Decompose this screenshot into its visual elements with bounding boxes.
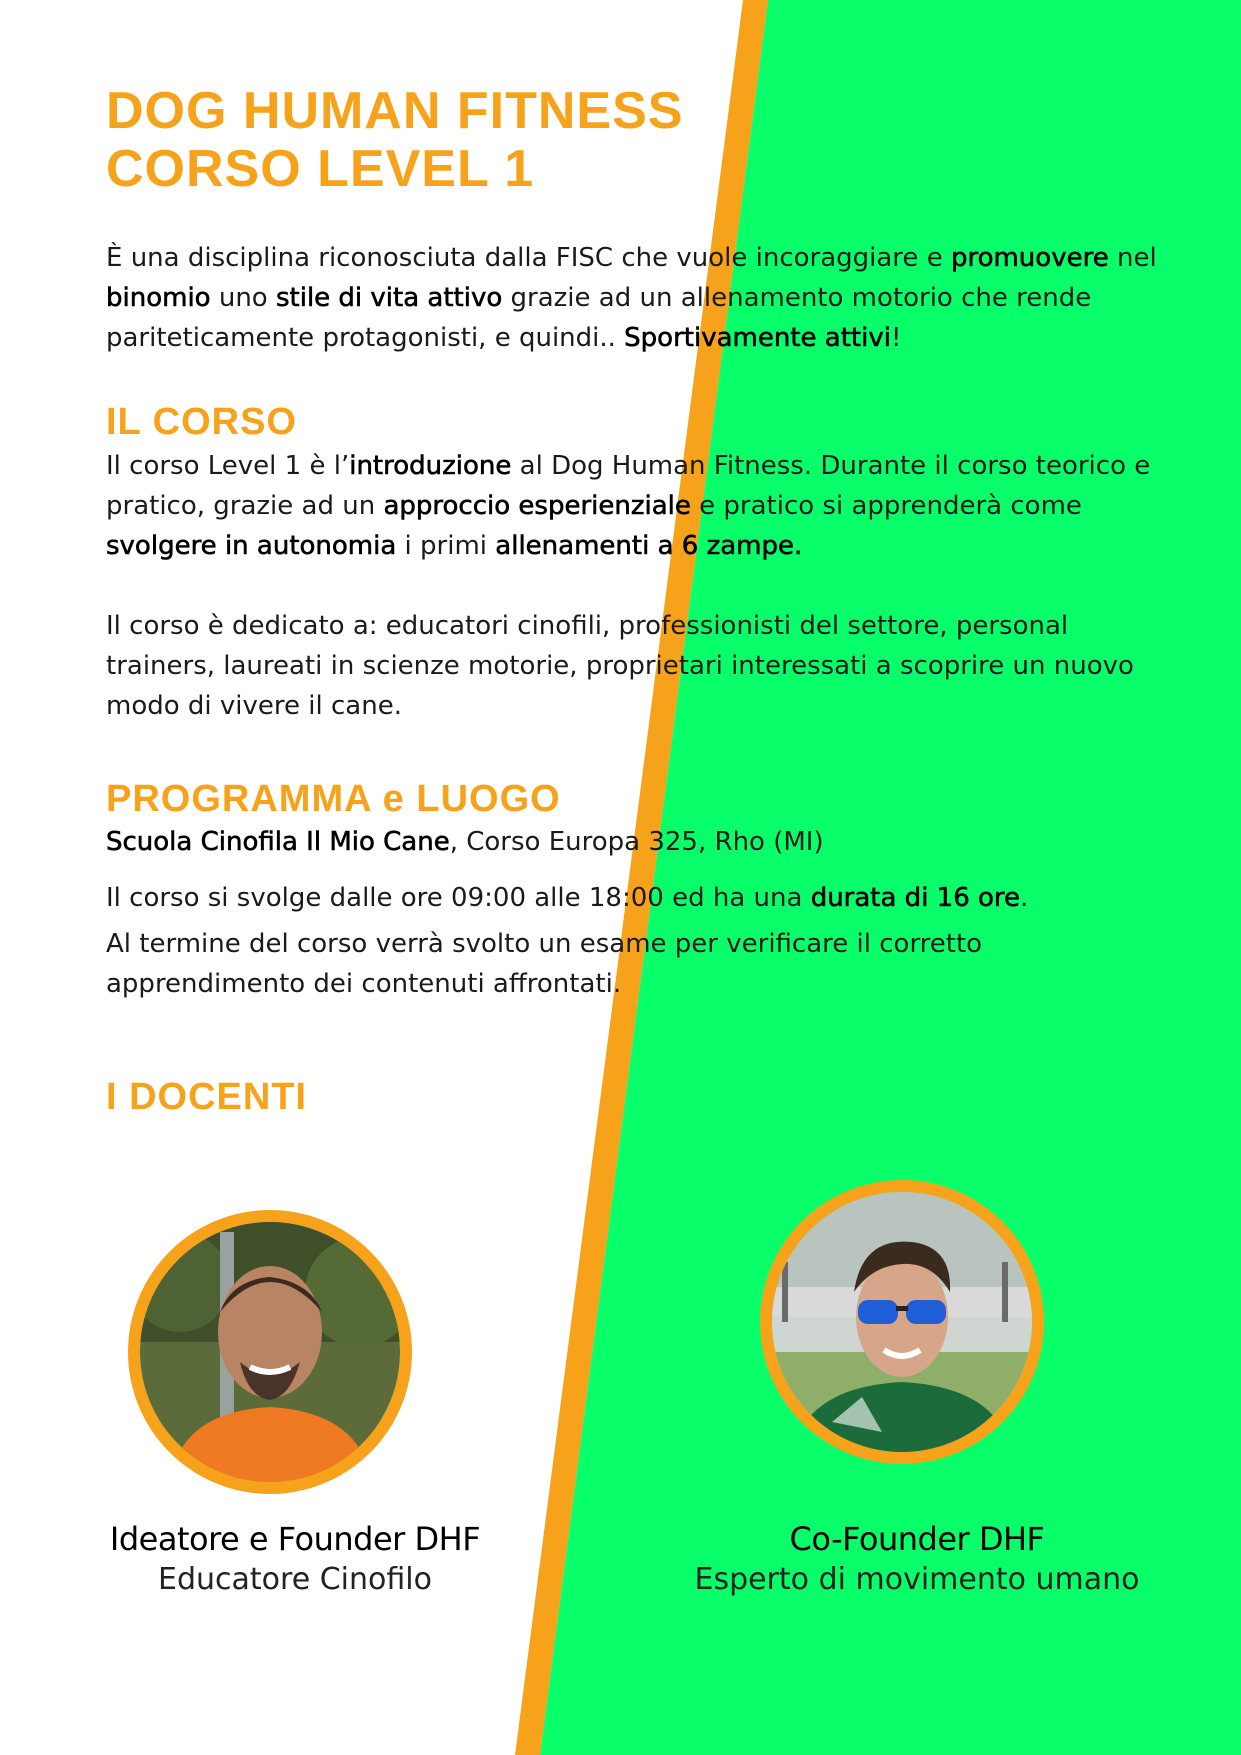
title-line-1: DOG HUMAN FITNESS (106, 82, 684, 140)
exam-paragraph: Al termine del corso verrà svolto un esame per verificare il corretto apprendimento dei contenuti affrontati. (106, 929, 983, 999)
page-title (106, 82, 683, 198)
section-heading-corso: IL CORSO (106, 401, 297, 443)
cofounder-photo (772, 1192, 1032, 1452)
intro-paragraph: È una disciplina riconosciuta dalla FISC che vuole incoraggiare e promuovere nel binomio uno stile di vita attivo grazie ad un allenamento motorio che rende pariteticamente protagonisti, e quindi.. Sportivamente attivi! (106, 243, 1157, 353)
section-heading-docenti: I DOCENTI (106, 1076, 308, 1118)
cofounder-role: Co-Founder DHF (789, 1520, 1045, 1558)
founder-photo (140, 1222, 400, 1482)
schedule-line: Il corso si svolge dalle ore 09:00 alle 18:00 ed ha una durata di 16 ore. (106, 883, 1029, 913)
cofounder-specialty: Esperto di movimento umano (694, 1562, 1140, 1597)
avatar-founder (128, 1210, 412, 1494)
title-line-2: CORSO LEVEL 1 (106, 140, 535, 198)
avatar-cofounder (760, 1180, 1044, 1464)
corso-audience: Il corso è dedicato a: educatori cinofili, professionisti del settore, personal trainers, laureati in scienze motorie, proprietari interessati a scoprire un nuovo modo di vivere il cane. (106, 611, 1134, 721)
founder-specialty: Educatore Cinofilo (158, 1562, 432, 1597)
cofounder-caption (677, 1518, 1157, 1600)
founder-role: Ideatore e Founder DHF (109, 1520, 481, 1558)
venue-line: Scuola Cinofila Il Mio Cane, Corso Europa 325, Rho (MI) (106, 827, 824, 857)
founder-caption (55, 1518, 535, 1600)
corso-description: Il corso Level 1 è l’introduzione al Dog Human Fitness. Durante il corso teorico e pratico, grazie ad un approccio esperienziale e pratico si apprenderà come svolgere in autonomia i primi allenamenti a 6 zampe. (106, 451, 1151, 561)
section-heading-programma: PROGRAMMA e LUOGO (106, 778, 561, 820)
